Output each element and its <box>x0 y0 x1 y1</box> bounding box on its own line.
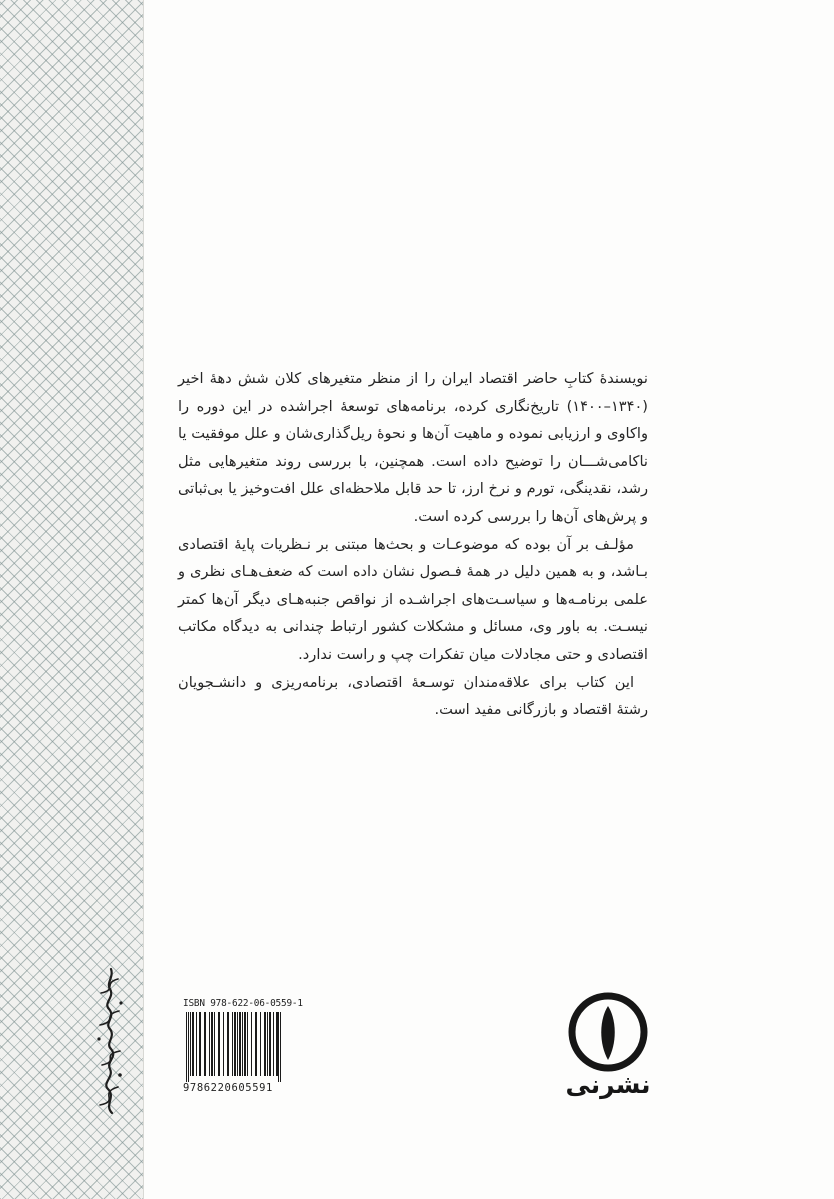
blurb-paragraph-3: این کتاب برای علاقه‌مندان توسـعهٔ اقتصادی، برنامه‌ریزی و دانشـجویان رشتهٔ اقتصاد و بازرگانی مفید است. <box>178 673 648 719</box>
isbn-barcode <box>183 998 311 1096</box>
barcode-bar <box>232 1012 233 1076</box>
barcode-bar <box>269 1012 271 1076</box>
barcode-bar <box>244 1012 246 1076</box>
barcode-bar <box>234 1012 236 1076</box>
barcode-bar <box>264 1012 266 1076</box>
barcode-bar <box>209 1012 210 1076</box>
barcode-bar <box>227 1012 229 1076</box>
barcode-bar <box>242 1012 243 1076</box>
barcode-bar <box>247 1012 248 1076</box>
publisher-name: نشرنی <box>565 1070 651 1099</box>
barcode-bar <box>190 1012 191 1076</box>
barcode-bar <box>255 1012 257 1076</box>
barcode-bar <box>218 1012 220 1076</box>
back-cover-blurb <box>178 365 648 724</box>
barcode-bar <box>280 1012 281 1082</box>
barcode-bar <box>239 1012 241 1076</box>
barcode-bar <box>276 1012 278 1076</box>
barcode-bar <box>199 1012 201 1076</box>
barcode-digits: 9786220605591 <box>183 1082 273 1094</box>
barcode-bar <box>251 1012 252 1076</box>
barcode-bar <box>211 1012 213 1076</box>
blurb-paragraph-1: نویسندهٔ کتابِ حاضر اقتصاد ایران را از منظر متغیرهای کلان شش دههٔ اخیر (۱۳۴۰–۱۴۰۰) تاریخ‌نگاری کرده، برنامه‌های توسعهٔ اجراشده در این دوره را واکاوی و ارزیابی نموده و ماهیت آن‌ها و نحوهٔ ریل‌گذاری‌شان و علل موفقیت یا ناکامی‌شـــان را توضیح داده است. همچنین، با بررسی روند متغیرهایی مثل رشد، نقدینگی، تورم و نرخ ارز، تا حد قابل ملاحظه‌ای علل افت‌وخیز یا بی‌ثباتی و پرش‌های آن‌ها را بررسی کرده است. <box>178 370 648 525</box>
barcode-bar <box>196 1012 197 1076</box>
blurb-paragraph-2: مؤلـف بر آن بوده که موضوعـات و بحث‌ها مبتنی بر نـظریات پایهٔ اقتصادی بـاشد، و به همین دلیل در همهٔ فـصول نشان داده است که ضعف‌هـای نظری و علمی برنامـه‌ها و سیاسـت‌های اجراشـده از نواقص جنبه‌هـای دیگر آن‌ها کمتر نیسـت. به باور وی، مسائل و مشکلات کشور ارتباط چندانی به دیدگاه مکاتب اقتصادی و حتی مجادلات میان تفکرات چپ و راست ندارد. <box>178 535 648 663</box>
barcode-bar <box>188 1012 189 1082</box>
barcode-bar <box>273 1012 274 1076</box>
barcode-bar <box>267 1012 268 1076</box>
barcode-bar <box>278 1012 279 1082</box>
barcode-bar <box>192 1012 194 1076</box>
barcode-bar <box>204 1012 206 1076</box>
barcode-bar <box>223 1012 224 1076</box>
signature-icon <box>90 965 130 1115</box>
barcode-bar <box>237 1012 238 1076</box>
isbn-label: ISBN 978-622-06-0559-1 <box>183 998 303 1009</box>
barcode-bar <box>260 1012 261 1076</box>
barcode-bar <box>214 1012 215 1076</box>
barcode-bars <box>183 1012 311 1082</box>
barcode-bar <box>186 1012 187 1082</box>
